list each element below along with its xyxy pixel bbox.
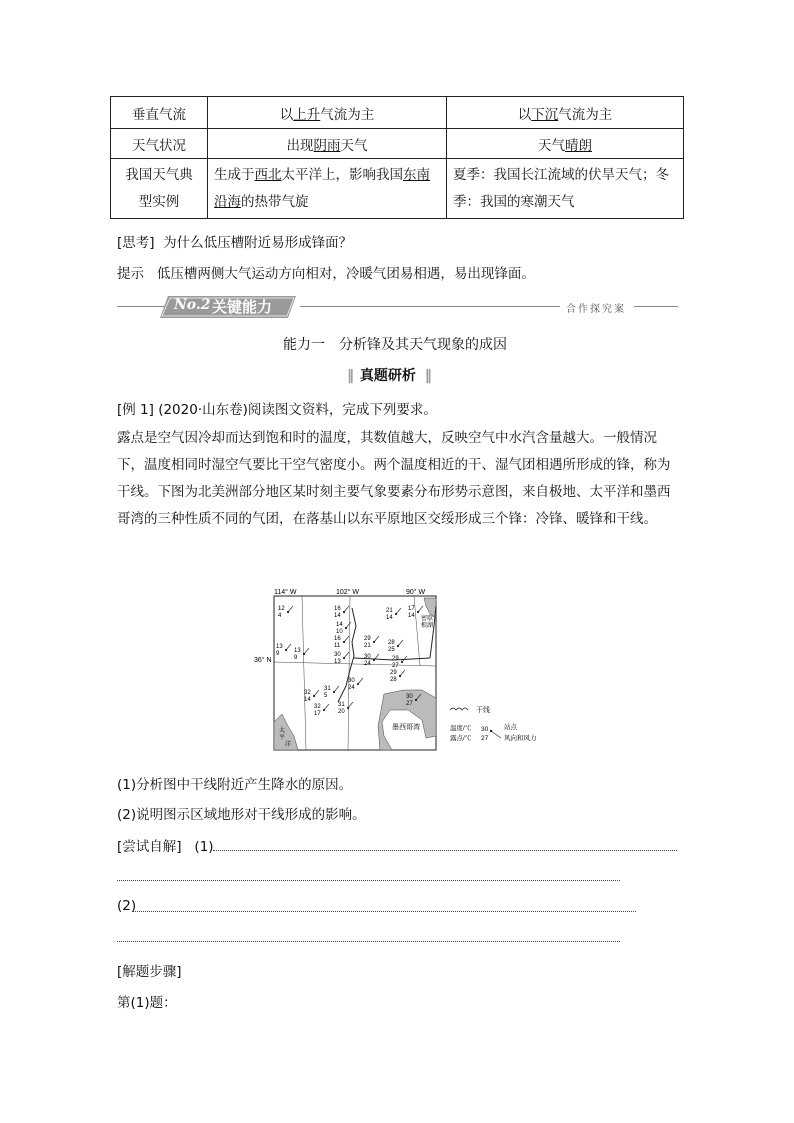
cell: 以上升气流为主 xyxy=(208,97,447,129)
question-2: (2)说明图示区域地形对干线形成的影响。 xyxy=(117,807,366,823)
station-dewpoint: 10 xyxy=(336,629,343,635)
step-1-label: 第(1)题： xyxy=(117,995,177,1011)
station-dewpoint: 14 xyxy=(386,615,393,621)
lake-label-1: 密歇 xyxy=(421,616,434,622)
station-temperature: 30 xyxy=(334,652,341,658)
station-dewpoint: 21 xyxy=(364,643,371,649)
station-dewpoint: 14 xyxy=(408,613,415,619)
try-2-label: (2) xyxy=(117,898,137,914)
station-temperature: 31 xyxy=(324,686,331,692)
legend-temp-label: 温度/℃ xyxy=(450,725,472,732)
legend-temp-value: 30 xyxy=(481,726,489,733)
legend-dryline-symbol xyxy=(450,708,468,710)
hint-line xyxy=(117,262,535,282)
ocean-label-1: 太 xyxy=(279,728,286,734)
comparison-table xyxy=(110,96,684,219)
think-text: 为什么低压槽附近易形成锋面？ xyxy=(163,235,353,251)
station-temperature: 14 xyxy=(336,622,343,628)
hint-text: 低压槽两侧大气运动方向相对，冷暖气团易相遇，易出现锋面。 xyxy=(156,266,535,282)
cell: 出现阴雨天气 xyxy=(208,129,447,159)
lake-label-2: 根湖 xyxy=(421,623,434,629)
section-title-box: ‖ 真题研析 ‖ xyxy=(347,368,429,384)
steps-label: [解题步骤] xyxy=(117,964,182,980)
station-dewpoint: 27 xyxy=(392,663,399,669)
banner-title: 关键能力 xyxy=(212,298,273,316)
intro-paragraph: 露点是空气因冷却而达到饱和时的温度，其数值越大，反映空气中水汽含量越大。一般情况下，温度相同时湿空气要比干空气密度小。两个温度相近的干、湿气团相遇所形成的锋，称为干线。下图为北美洲部分地区某时刻主要气象要素分布形势示意图，来自极地、太平洋和墨西哥湾的三种性质不同的气团，在落基山以东平原地区交绥形成三个锋：冷锋、暖锋和干线。 xyxy=(117,430,671,527)
try-label: [尝试自解] xyxy=(117,839,182,855)
station-temperature: 13 xyxy=(294,648,301,654)
station-temperature: 30 xyxy=(364,654,371,660)
station-dewpoint: 13 xyxy=(334,659,341,665)
cell: 天气晴朗 xyxy=(447,129,684,159)
example-label: [例 1] (2020·山东卷)阅读图文资料，完成下列要求。 xyxy=(117,402,437,418)
try-label-line xyxy=(117,835,214,855)
station-temperature: 31 xyxy=(338,702,345,708)
station-dewpoint: 11 xyxy=(334,643,341,649)
station-temperature: 16 xyxy=(334,636,341,642)
answer-line-2b[interactable] xyxy=(117,941,620,942)
banner-rule-end xyxy=(634,306,678,307)
ocean-label-2: 平 xyxy=(279,735,286,741)
station-temperature: 29 xyxy=(392,656,399,662)
think-line xyxy=(117,231,352,251)
station-dewpoint: 14 xyxy=(334,613,341,619)
table-row xyxy=(111,97,684,129)
station-dewpoint: 25 xyxy=(388,647,395,653)
station-dewpoint: 28 xyxy=(390,677,397,683)
cell: 生成于西北太平洋上，影响我国东南 沿海的热带气旋 xyxy=(208,159,447,219)
row-label: 天气状况 xyxy=(111,129,208,159)
legend-dryline-label: 干线 xyxy=(476,707,490,714)
lon-label-114: 114° W xyxy=(274,589,297,596)
think-tag: [思考] xyxy=(117,235,155,251)
station-dewpoint: 9 xyxy=(294,655,298,661)
station-dewpoint: 27 xyxy=(406,701,413,707)
station-temperature: 29 xyxy=(364,636,371,642)
station-dewpoint: 14 xyxy=(304,697,311,703)
station-temperature: 32 xyxy=(304,690,311,696)
question-1: (1)分析图中干线附近产生降水的原因。 xyxy=(117,777,353,793)
lat-label-36: 36° N xyxy=(254,657,272,664)
answer-line-1b[interactable] xyxy=(117,880,620,881)
station-temperature: 12 xyxy=(278,606,285,612)
gulf-label: 墨西哥湾 xyxy=(392,724,420,731)
answer-line-2a[interactable] xyxy=(133,911,636,912)
ocean-label-3: 洋 xyxy=(285,742,292,748)
weather-map xyxy=(254,586,554,752)
legend-wind-label: 风向和风力 xyxy=(504,735,537,742)
station-dewpoint: 24 xyxy=(364,661,371,667)
cell: 夏季：我国长江流域的伏旱天气；冬 季：我国的寒潮天气 xyxy=(447,159,684,219)
banner-rule-right xyxy=(300,306,560,307)
cell: 以下沉气流为主 xyxy=(447,97,684,129)
banner-number: No.2 xyxy=(174,297,211,313)
station-temperature: 29 xyxy=(390,670,397,676)
try-1-label: (1) xyxy=(194,839,214,855)
answer-line-1a[interactable] xyxy=(213,850,677,851)
banner-right-label: 合作探究案 xyxy=(566,304,626,315)
station-dewpoint: 24 xyxy=(348,685,355,691)
station-dewpoint: 9 xyxy=(276,651,280,657)
station-temperature: 21 xyxy=(386,608,393,614)
station-dewpoint: 5 xyxy=(324,693,328,699)
station-temperature: 30 xyxy=(348,678,355,684)
legend-wind-barb xyxy=(491,731,501,738)
section-title: 真题研析 xyxy=(359,368,416,384)
legend-dew-value: 27 xyxy=(481,735,489,742)
station-temperature: 28 xyxy=(388,640,395,646)
station-dewpoint: 4 xyxy=(278,613,282,619)
station-temperature: 32 xyxy=(314,704,321,710)
table-row xyxy=(111,129,684,159)
station-temperature: 16 xyxy=(334,606,341,612)
lon-label-102: 102° W xyxy=(336,589,360,596)
station-dewpoint: 20 xyxy=(338,709,345,715)
row-label: 我国天气典 型实例 xyxy=(111,159,208,219)
station-temperature: 17 xyxy=(408,606,415,612)
lon-label-90: 90° W xyxy=(406,589,426,596)
ability-title: 能力一 分析锋及其天气现象的成因 xyxy=(283,337,507,353)
legend-station-label: 站点 xyxy=(504,724,517,731)
hint-tag: 提示 xyxy=(117,266,144,282)
station-temperature: 13 xyxy=(276,644,283,650)
station-temperature: 30 xyxy=(406,694,413,700)
legend-dew-label: 露点/℃ xyxy=(450,735,472,742)
station-dewpoint: 17 xyxy=(314,711,321,717)
table-row xyxy=(111,159,684,219)
row-label: 垂直气流 xyxy=(111,97,208,129)
